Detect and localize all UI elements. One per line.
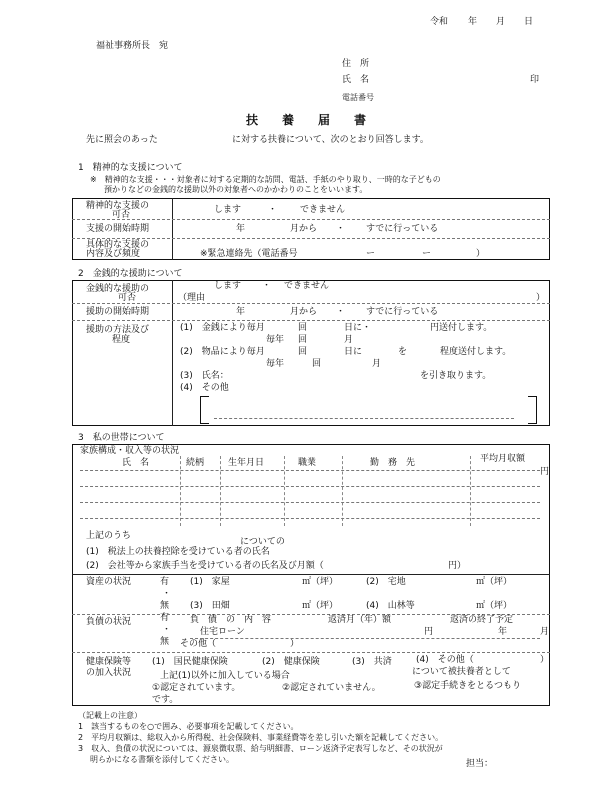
m1-c: 日に・ (344, 323, 372, 333)
m1-b: 回 (298, 323, 308, 333)
s1-row2-year: 年 (236, 224, 246, 234)
s1-row1-label: 精神的な支援の (86, 201, 150, 211)
phone-label: 電話番号 (342, 93, 374, 102)
allowance-close: 円） (448, 561, 467, 571)
ins-label: 健康保険等 (86, 657, 132, 667)
ins-c1[interactable]: ①認定されています。 (152, 683, 241, 693)
m2-d: を (398, 347, 408, 357)
date-year: 年 (468, 17, 478, 27)
date-day: 日 (524, 17, 534, 27)
m1-f: 回 (298, 335, 308, 345)
s2-dot: ・ (262, 281, 272, 291)
allowance-line: (2) 会社等から家族手当を受けている者の氏名及び月額（ (86, 561, 324, 571)
debt-none[interactable]: 無 (160, 637, 170, 647)
s2-reason-open: （理由 (178, 293, 206, 303)
ins-label-b: の加入状況 (86, 668, 132, 678)
ins-4[interactable]: (4) その他（ (416, 655, 474, 665)
s2-reason-close: ） (536, 293, 546, 303)
m4-a: (4) その他 (180, 383, 229, 393)
assets-have[interactable]: 有 (160, 577, 170, 587)
addressee: 福祉事務所長 宛 (96, 41, 169, 51)
ins-c4: です。 (152, 695, 179, 705)
debt-end: 返済の終了予定 (450, 615, 514, 625)
address-label: 住 所 (342, 59, 370, 69)
assets-label: 資産の状況 (86, 577, 132, 587)
debt-content: 負 債 の 内 容 (190, 615, 272, 625)
s1-emergency: ※緊急連絡先（電話番号 (200, 249, 298, 259)
other-bracket-left (200, 396, 209, 424)
assets-dot: ・ (162, 589, 172, 599)
ins-2[interactable]: (2) 健康保険 (262, 657, 320, 667)
debt-label: 負債の状況 (86, 617, 132, 627)
section2-heading: 2 金銭的な援助について (78, 269, 183, 279)
m1-e: 毎年 (266, 335, 285, 345)
s2-row3-label-b: 程度 (112, 335, 131, 345)
s1-opt-no[interactable]: できません (300, 205, 346, 215)
s2-opt-yes[interactable]: します (214, 281, 242, 291)
tantou-label: 担当： (466, 759, 494, 769)
s1-row2-label: 支援の開始時期 (86, 224, 150, 234)
ins-other-a: 上記(1)以外に加入している場合 (160, 671, 290, 681)
s1-close: ） (476, 249, 486, 259)
s2-opt-no[interactable]: できません (284, 281, 330, 291)
m3-b: を引き取ります。 (420, 371, 492, 381)
s1-dash2: ー (422, 249, 432, 259)
ins-c3[interactable]: ③認定手続きをとるつもり (414, 681, 521, 691)
income-yen: 円 (540, 467, 550, 477)
asset-2: (2) 宅地 (366, 577, 406, 587)
date-era: 令和 (430, 17, 449, 27)
name-label: 氏 名 (342, 75, 370, 85)
ins-1[interactable]: (1) 国民健康保険 (152, 657, 228, 667)
m1-a: (1) 金銭により毎月 (180, 323, 265, 333)
asset-3: (3) 田畑 (190, 601, 230, 611)
s1-row2-dot: ・ (336, 224, 346, 234)
tax-line: (1) 税法上の扶養控除を受けている者の氏名 (86, 547, 270, 557)
asset-3-unit: ㎡（坪） (302, 601, 339, 611)
debt-other-close: ） (290, 639, 300, 649)
col-job: 職業 (298, 458, 317, 468)
ins-other-b: について被扶養者として (412, 667, 511, 677)
asset-2-unit: ㎡（坪） (476, 577, 513, 587)
debt-monthly: 返済月（年）額 (328, 615, 392, 625)
debt-dot: ・ (162, 625, 172, 635)
debt-year: 年 (498, 627, 508, 637)
m2-e: 程度送付します。 (440, 347, 512, 357)
m3-a: (3) 氏名： (180, 371, 229, 381)
debt-month: 月 (540, 627, 550, 637)
col-income: 平均月収額 (480, 454, 526, 464)
note-3a: 3 収入、負債の状況については、源泉徴収票、給与明細書、ローン返済予定表写しなど、その状況が (78, 744, 443, 753)
s1-row3-label-b: 内容及び頻度 (86, 249, 141, 259)
above-of: 上記のうち (86, 531, 132, 541)
s2-row1-label-b: 可否 (118, 293, 137, 303)
intro-before: 先に照会のあった (86, 135, 158, 145)
section1-note-1: ※ 精神的な支援・・・対象者に対する定期的な訪問、電話、手紙のやり取り、一時的な子どもの (90, 175, 441, 184)
col-birth: 生年月日 (228, 458, 265, 468)
section1-note-2: 預かりなどの金銭的な援助以外の対象者へのかかわりのことをいいます。 (104, 185, 368, 194)
asset-1: (1) 家屋 (190, 577, 230, 587)
col-relation: 続柄 (186, 458, 205, 468)
document-title: 扶 養 届 書 (246, 113, 373, 127)
s2-row3-label: 援助の方法及び (86, 325, 150, 335)
s1-row2-month: 月から (290, 224, 318, 234)
s2-row1-label: 金銭的な援助の (86, 284, 150, 294)
s1-row2-already[interactable]: すでに行っている (366, 224, 439, 234)
s2-row2-already[interactable]: すでに行っている (366, 307, 439, 317)
s1-dot: ・ (268, 205, 278, 215)
notes-title: （記載上の注意） (78, 711, 142, 720)
about-label: についての (240, 537, 285, 547)
ins-c2[interactable]: ②認定されていません。 (282, 683, 381, 693)
m2-f: 毎年 (266, 359, 285, 369)
asset-1-unit: ㎡（坪） (302, 577, 339, 587)
s1-row3-label: 具体的な支援の (86, 240, 150, 250)
s2-row2-label: 援助の開始時期 (86, 307, 150, 317)
m2-g: 回 (312, 359, 322, 369)
ins-4-close: ） (540, 655, 550, 665)
col-name: 氏 名 (122, 458, 150, 468)
ins-3[interactable]: (3) 共済 (352, 657, 392, 667)
m2-b: 回 (298, 347, 308, 357)
m1-d: 円送付します。 (430, 323, 493, 333)
s1-opt-yes[interactable]: します (214, 205, 242, 215)
debt-have[interactable]: 有 (160, 613, 170, 623)
debt-home: 住宅ローン (200, 627, 245, 637)
s2-row2-year: 年 (236, 307, 246, 317)
note-2: 2 平均月収額は、総収入から所得税、社会保険料、事業経費等を差し引いた額を記載してください。 (78, 733, 444, 742)
debt-other: その他（ (180, 639, 217, 649)
col-work: 勤 務 先 (370, 458, 416, 468)
family-title: 家族構成・収入等の状況 (80, 446, 180, 456)
m2-h: 月 (372, 359, 382, 369)
intro-after: に対する扶養について、次のとおり回答します。 (232, 135, 429, 145)
s1-dash1: ー (366, 249, 376, 259)
debt-yen: 円 (424, 627, 434, 637)
asset-4-unit: ㎡（坪） (476, 601, 513, 611)
section3-heading: 3 私の世帯について (78, 433, 165, 443)
asset-4: (4) 山林等 (366, 601, 415, 611)
m2-a: (2) 物品により毎月 (180, 347, 265, 357)
s2-row2-month: 月から (290, 307, 318, 317)
date-month: 月 (496, 17, 506, 27)
note-3b: 明らかになる書類を添付してください。 (90, 755, 234, 764)
other-bracket-right (528, 396, 537, 424)
section1-heading: 1 精神的な支援について (78, 163, 183, 173)
note-1: 1 該当するものを○で囲み、必要事項を記載してください。 (78, 722, 299, 731)
assets-none[interactable]: 無 (160, 601, 170, 611)
m2-c: 日に (344, 347, 363, 357)
s1-row1-label-b: 可否 (112, 210, 131, 220)
s2-row2-dot: ・ (336, 307, 346, 317)
m1-g: 月 (344, 335, 354, 345)
seal-mark: 印 (530, 75, 540, 85)
